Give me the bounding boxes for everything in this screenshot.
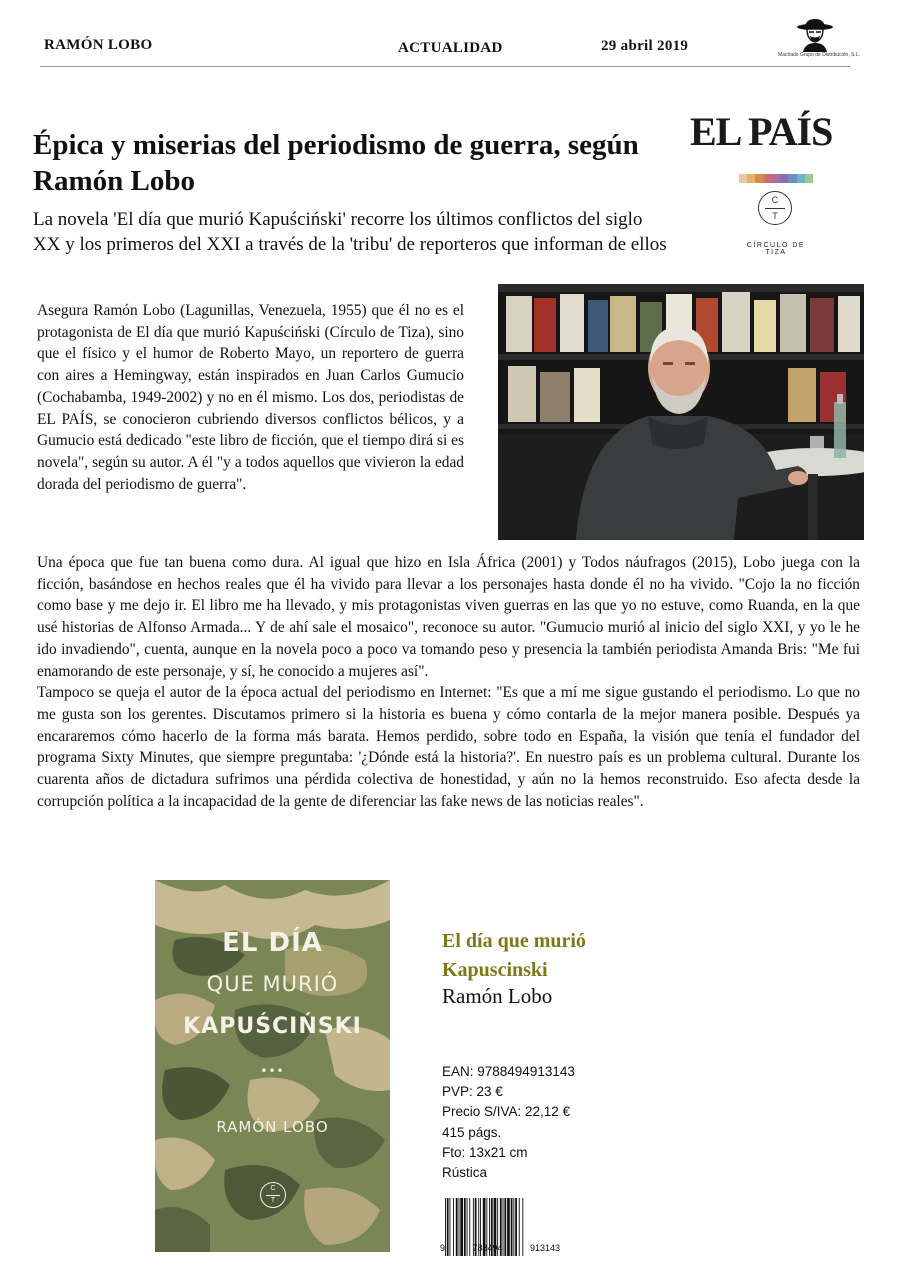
spec-binding: Rústica	[442, 1165, 488, 1181]
spec-ean: EAN: 9788494913143	[442, 1064, 575, 1079]
article-paragraph-2: Una época que fue tan buena como dura. Al igual que hizo en Isla África (2001) y Todos náufragos (2015), Lobo juega con la ficción, basándose en hechos reales que él ha vivido para llevar a los personajes hasta donde él no ha vivido. "Cojo la no ficción como base y me dejo ir. El libro me ha llevado, y mis protagonistas viven guerras en las que yo no estuve, como Ruanda, en la que usé historias de Alfonso Armada... Y de ahí sale el mosaico", reconoce su autor. "Gumucio murió al inicio del siglo XXI, y yo le he ido invadiendo", cuenta, aunque en la novela poco a poco va tomando peso y presencia la también periodista Amanda Bris: "Me fui enamorando de este personaje, y sí, he conocido a mujeres así".	[37, 554, 860, 680]
monogram-c: C	[771, 195, 779, 205]
color-bar	[805, 174, 813, 183]
article-paragraph-3: Tampoco se queja el autor de la época actual del periodismo en Internet: "Es que a mí me sigue gustando el periodismo. Lo que no me gusta son los gerentes. Discutamos primero si la historia es buena y cómo contarla de la mejor manera posible. Después ya encararemos cómo hacerlo de la forma más barata. Hemos perdido, sobre todo en España, la visión que tenía el fundador del programa Sixty Minutes, que siempre preguntaba: '¿Dónde está la historia?'. En nuestro país es un problema cultural. Durante los cuarenta años de dictadura sufrimos una pérdida colectiva de honestidad, y aún no la hemos reconstruido. Eso afecta desde la corrupción política a la incapacidad de la gente de diferenciar las fake news de las noticias reales".	[37, 684, 860, 810]
spec-pages: 415 págs.	[442, 1124, 502, 1140]
cover-monogram-t: T	[270, 1197, 276, 1204]
header-date: 29 abril 2019	[601, 38, 689, 54]
cover-title-line-3: KAPUŚCIŃSKI	[183, 1014, 362, 1039]
article-paragraph-1: Asegura Ramón Lobo (Lagunillas, Venezuela, 1955) que él no es el protagonista de El día que murió Kapuściński (Círculo de Tiza), sino que el físico y el humor de Roberto Mayo, un reportero de guerra con aires a Hemingway, están inspirados en Juan Carlos Gumucio (Cochabamba, 1949-2002) y no en él mismo. Los dos, periodistas de EL PAÍS, se conocieron cubriendo diversos conflictos bélicos, y a Gumucio está dedicado "este libro de ficción, que el tiempo dirá si es novela", según su autor. A él "y a todos aquellos que vivieron la edad dorada del periodismo de guerra".	[37, 302, 464, 493]
color-bar	[780, 174, 788, 183]
cover-title-line-2: QUE MURIÓ	[206, 972, 339, 996]
cover-title-line-1: EL DÍA	[222, 928, 323, 958]
article-subtitle: La novela 'El día que murió Kapuściński' recorre los últimos conflictos del siglo XX y los primeros del XXI a través de la 'tribu' de reporteros que informan de ellos	[33, 209, 667, 255]
color-bar	[755, 174, 763, 183]
book-title-line-1: El día que murió	[442, 930, 586, 952]
header-author: RAMÓN LOBO	[44, 37, 153, 53]
barcode-digits	[440, 1243, 560, 1253]
el-pais-logo: EL PAÍS	[690, 109, 833, 154]
book-specs	[442, 1062, 575, 1183]
book-title	[442, 927, 702, 985]
publisher-name: CÍRCULO DE TIZA	[746, 242, 806, 256]
article-title: Épica y miserias del periodismo de guerra, según Ramón Lobo	[33, 129, 639, 197]
monogram-divider	[765, 208, 785, 209]
cover-monogram-divider	[266, 1195, 280, 1196]
color-bar	[772, 174, 780, 183]
distributor-caption: Machado Grupo de Distribución, S.L.	[778, 52, 860, 58]
spec-price-no-vat: Precio S/IVA: 22,12 €	[442, 1104, 571, 1120]
spec-pvp: PVP: 23 €	[442, 1084, 503, 1100]
distributor-logo	[778, 18, 860, 64]
header-divider	[40, 66, 850, 67]
barcode-digit-group-2: 913143	[529, 1243, 560, 1253]
cover-author: RAMÓN LOBO	[216, 1118, 329, 1136]
publisher-color-bars	[739, 174, 813, 183]
book-title-line-2: Kapuscinski	[442, 959, 548, 981]
circulo-de-tiza-monogram	[758, 191, 792, 225]
author-photo	[498, 284, 864, 540]
book-cover	[155, 880, 390, 1252]
book-author: Ramón Lobo	[442, 984, 553, 1008]
color-bar	[788, 174, 796, 183]
color-bar	[797, 174, 805, 183]
cover-dots: •••	[260, 1064, 285, 1078]
hat-man-icon	[793, 18, 837, 52]
cover-monogram-c: C	[270, 1185, 276, 1192]
color-bar	[739, 174, 747, 183]
article-body-full	[37, 552, 860, 812]
barcode-digit-lead: 9	[440, 1243, 446, 1253]
barcode-digit-group-1: 788494	[472, 1243, 503, 1253]
monogram-t: T	[772, 211, 778, 221]
spec-format: Fto: 13x21 cm	[442, 1144, 528, 1160]
cover-monogram	[260, 1182, 286, 1208]
color-bar	[747, 174, 755, 183]
header-section: ACTUALIDAD	[398, 40, 503, 56]
color-bar	[764, 174, 772, 183]
